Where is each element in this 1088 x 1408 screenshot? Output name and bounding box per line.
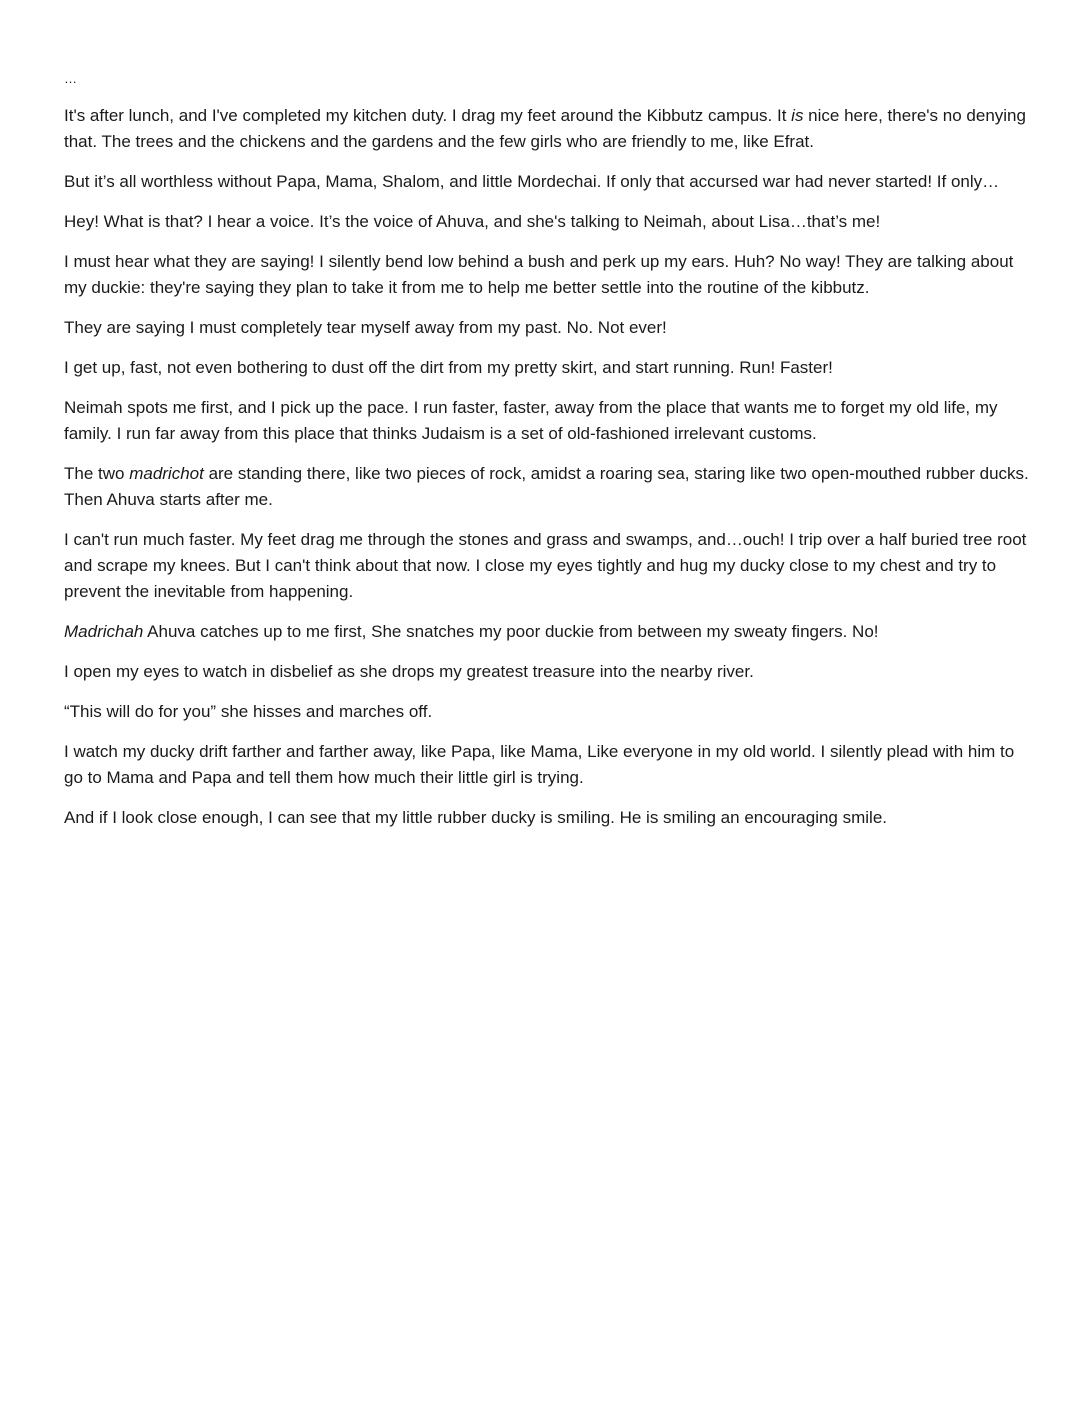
text-run: Hey! What is that? I hear a voice. It’s the voice of Ahuva, and she's talking to Neimah, about Lisa…that’s me! [64, 212, 881, 231]
italic-text: is [791, 106, 804, 125]
text-run: I watch my ducky drift farther and farther away, like Papa, like Mama, Like everyone in my old world. I silently plead with him to go to Mama and Papa and tell them how much their little girl is trying. [64, 742, 1015, 787]
text-run: nice here, there's no denying that. The trees and the chickens and the gardens and the few girls who are friendly to me, like Efrat. [64, 106, 1026, 151]
text-run: are standing there, like two pieces of rock, amidst a roaring sea, staring like two open-mouthed rubber ducks. Then Ahuva starts after me. [64, 464, 1029, 509]
text-run: “This will do for you” she hisses and marches off. [64, 702, 433, 721]
document-page [64, 66, 1032, 845]
text-run: And if I look close enough, I can see that my little rubber ducky is smiling. He is smiling an encouraging smile. [64, 808, 888, 827]
paragraph [64, 209, 1032, 235]
paragraph [64, 805, 1032, 831]
text-run: I open my eyes to watch in disbelief as she drops my greatest treasure into the nearby river. [64, 662, 754, 681]
text-run: But it’s all worthless without Papa, Mama, Shalom, and little Mordechai. If only that accursed war had never started! If only… [64, 172, 1000, 191]
text-run: The two [64, 464, 130, 483]
paragraph [64, 619, 1032, 645]
paragraph [64, 699, 1032, 725]
text-run: They are saying I must completely tear myself away from my past. No. Not ever! [64, 318, 667, 337]
text-run: Neimah spots me first, and I pick up the pace. I run faster, faster, away from the place that wants me to forget my old life, my family. I run far away from this place that thinks Judaism is a set of old-fashioned irrelevant customs. [64, 398, 998, 443]
italic-text: Madrichah [64, 622, 144, 641]
paragraph [64, 315, 1032, 341]
paragraph [64, 103, 1032, 155]
text-run: Ahuva catches up to me first, She snatches my poor duckie from between my sweaty fingers. No! [143, 622, 879, 641]
paragraph [64, 659, 1032, 685]
text-run: It's after lunch, and I've completed my kitchen duty. I drag my feet around the Kibbutz campus. It [64, 106, 792, 125]
italic-text: madrichot [129, 464, 204, 483]
paragraph [64, 249, 1032, 301]
paragraph [64, 527, 1032, 605]
story-body [64, 103, 1032, 831]
text-run: I can't run much faster. My feet drag me through the stones and grass and swamps, and…ouch! I trip over a half buried tree root and scrape my knees. But I can't think about that now. I close my eyes tightly and hug my ducky close to my chest and try to prevent the inevitable from happening. [64, 530, 1027, 601]
text-run: I must hear what they are saying! I silently bend low behind a bush and perk up my ears. Huh? No way! They are talking about my duckie: they're saying they plan to take it from me to help me better settle into the routine of the kibbutz. [64, 252, 1014, 297]
ellipsis-marker: … [64, 71, 77, 86]
text-run: I get up, fast, not even bothering to dust off the dirt from my pretty skirt, and start running. Run! Faster! [64, 358, 833, 377]
paragraph [64, 395, 1032, 447]
paragraph [64, 461, 1032, 513]
paragraph [64, 169, 1032, 195]
paragraph [64, 355, 1032, 381]
paragraph [64, 739, 1032, 791]
